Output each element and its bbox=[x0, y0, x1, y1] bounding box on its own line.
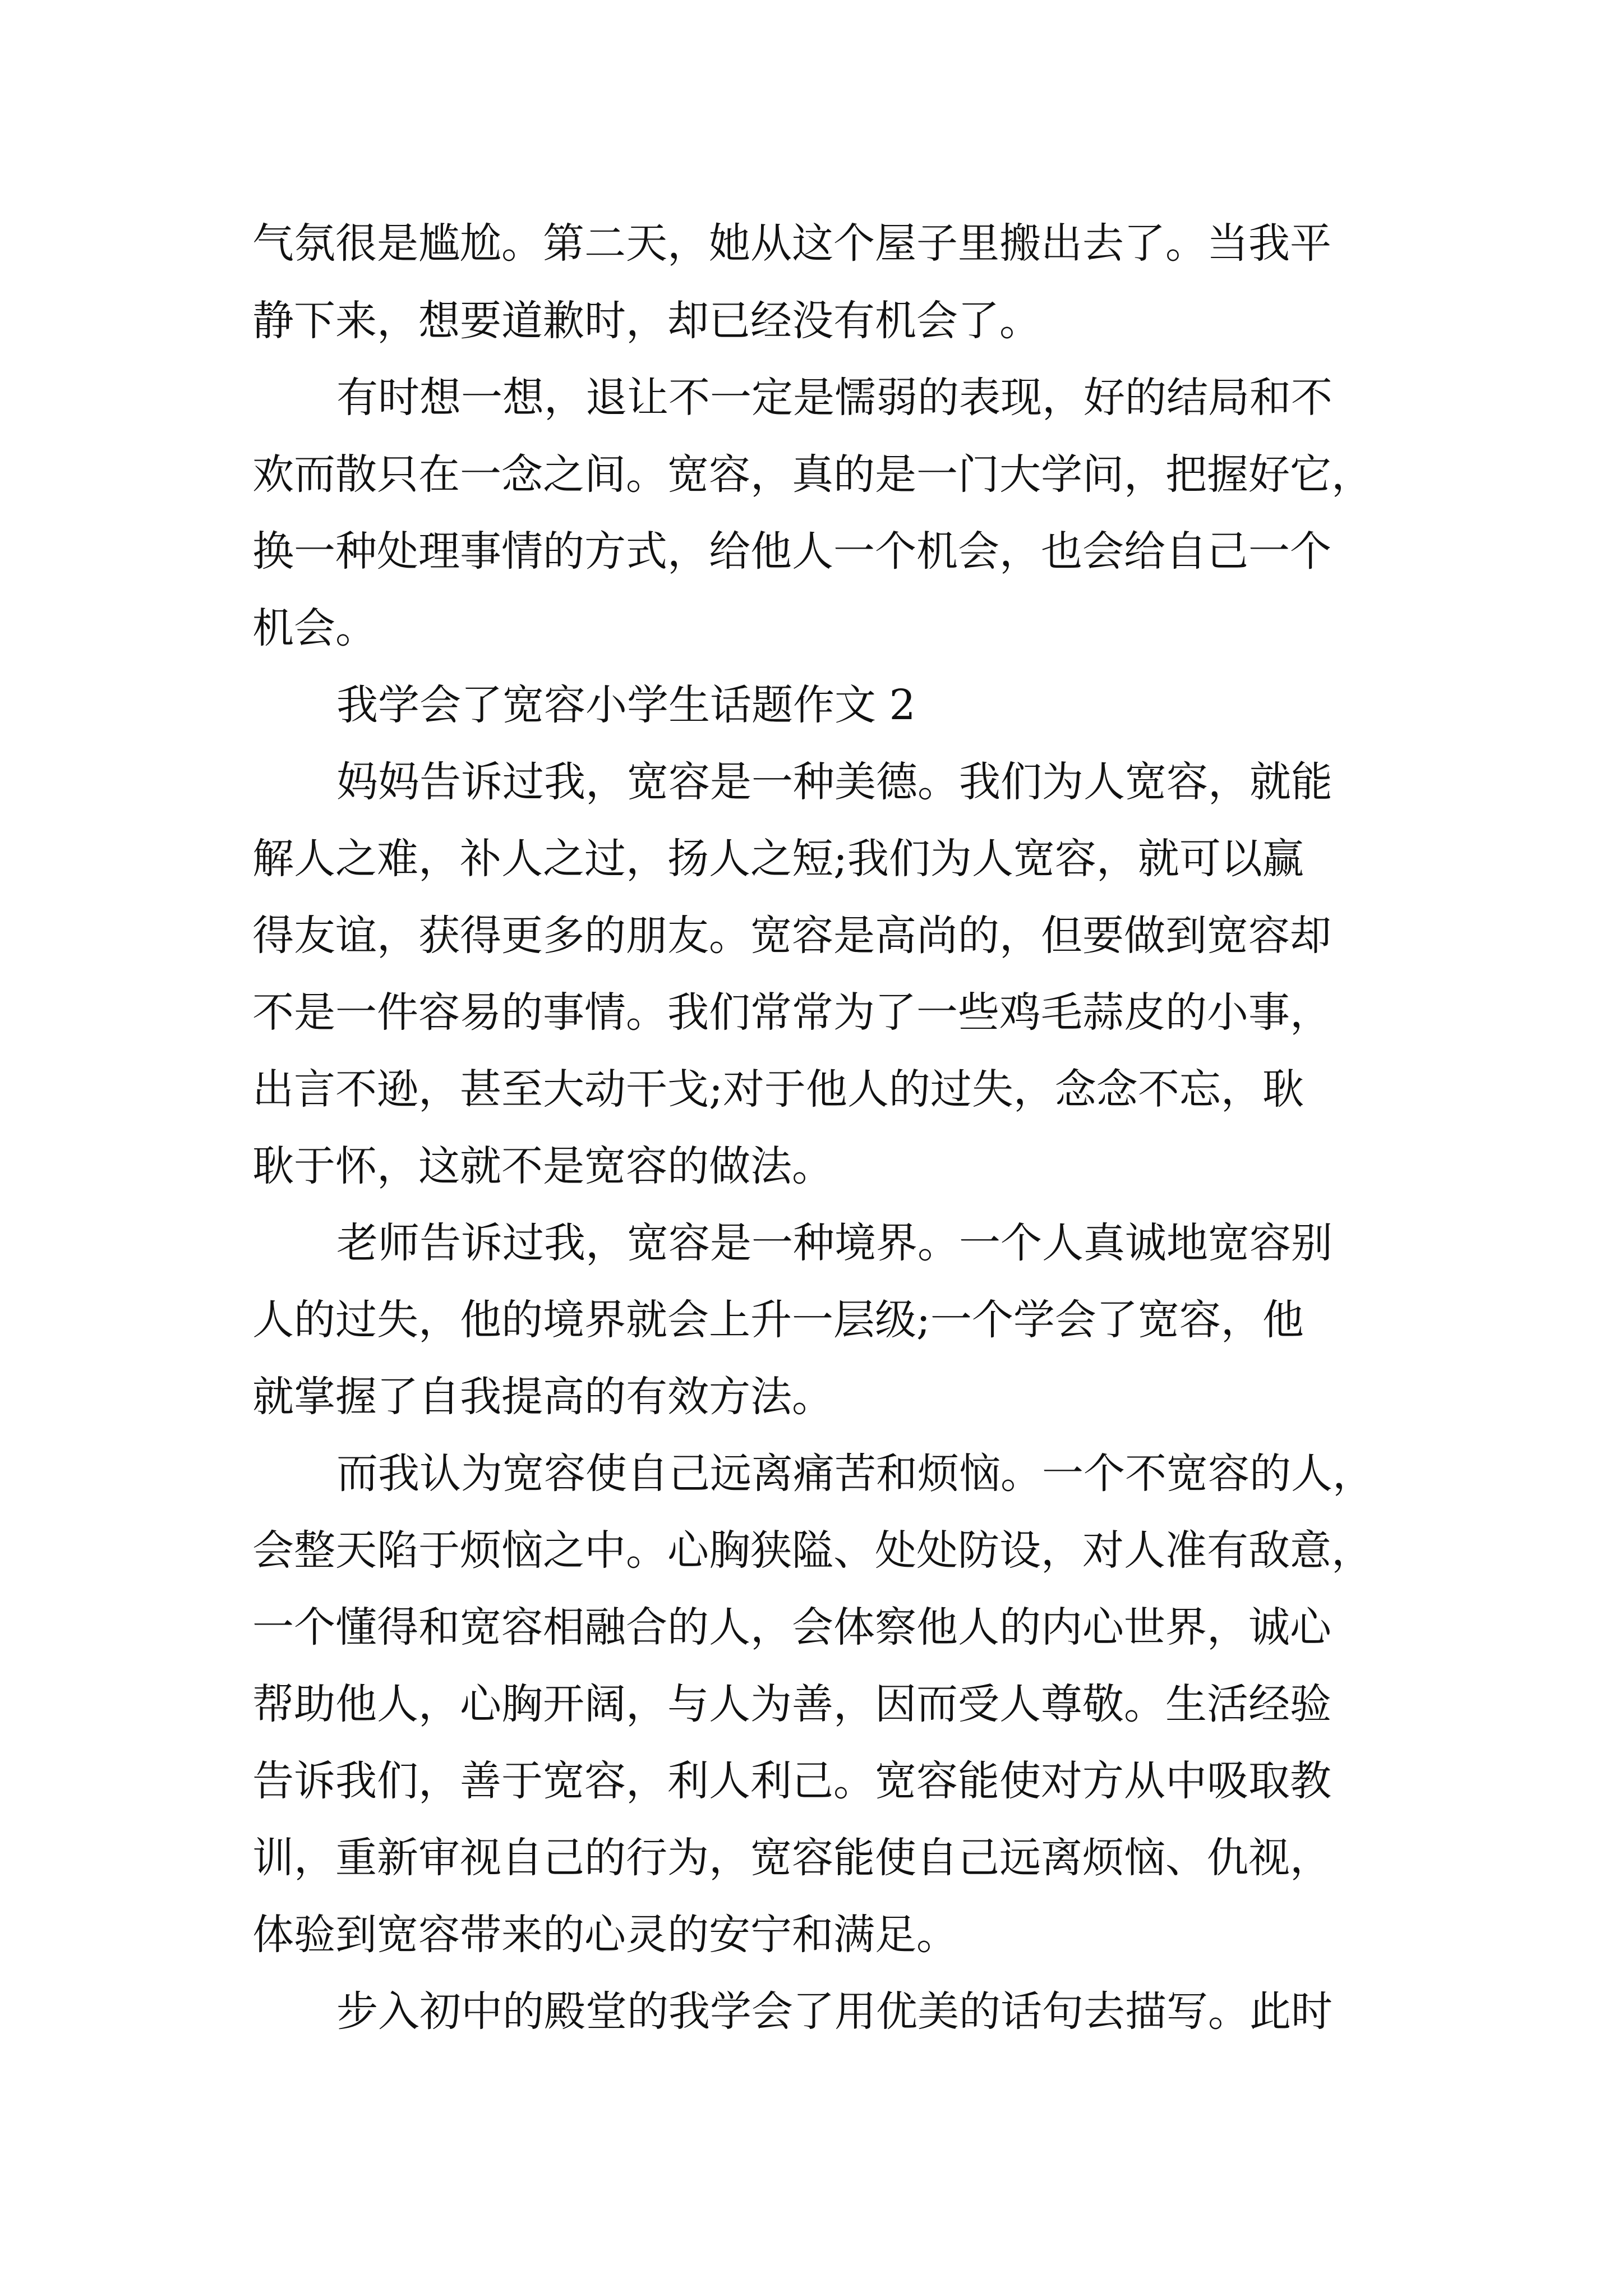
section-heading: 我学会了宽容小学生话题作文 2 bbox=[336, 681, 916, 729]
text-line: 会整天陷于烦恼之中。心胸狭隘、处处防设，对人准有敌意， bbox=[252, 1526, 1373, 1575]
text-line: 不是一件容易的事情。我们常常为了一些鸡毛蒜皮的小事， bbox=[252, 988, 1331, 1037]
text-line: 静下来，想要道歉时，却已经没有机会了。 bbox=[252, 297, 1041, 345]
text-line: 就掌握了自我提高的有效方法。 bbox=[252, 1373, 833, 1421]
text-line: 出言不逊，甚至大动干戈;对于他人的过失，念念不忘，耿 bbox=[252, 1065, 1304, 1114]
paragraph-first-line: 步入初中的殿堂的我学会了用优美的话句去描写。此时 bbox=[336, 1987, 1332, 2036]
text-line: 欢而散只在一念之间。宽容，真的是一门大学问，把握好它， bbox=[252, 450, 1373, 499]
text-line: 帮助他人，心胸开阔，与人为善，因而受人尊敬。生活经验 bbox=[252, 1680, 1331, 1728]
text-line: 体验到宽容带来的心灵的安宁和满足。 bbox=[252, 1911, 958, 1959]
paragraph-first-line: 老师告诉过我，宽容是一种境界。一个人真诚地宽容别 bbox=[336, 1219, 1332, 1267]
text-line: 人的过失，他的境界就会上升一层级;一个学会了宽容，他 bbox=[252, 1296, 1304, 1344]
text-line: 机会。 bbox=[252, 604, 377, 652]
text-line: 气氛很是尴尬。第二天，她从这个屋子里搬出去了。当我平 bbox=[252, 219, 1331, 268]
text-line: 耿于怀，这就不是宽容的做法。 bbox=[252, 1142, 833, 1190]
text-line: 得友谊，获得更多的朋友。宽容是高尚的，但要做到宽容却 bbox=[252, 912, 1331, 960]
paragraph-first-line: 而我认为宽容使自己远离痛苦和烦恼。一个不宽容的人， bbox=[336, 1450, 1374, 1498]
paragraph-first-line: 有时想一想，退让不一定是懦弱的表现，好的结局和不 bbox=[336, 374, 1332, 422]
paragraph-first-line: 妈妈告诉过我，宽容是一种美德。我们为人宽容，就能 bbox=[336, 758, 1332, 806]
text-line: 换一种处理事情的方式，给他人一个机会，也会给自己一个 bbox=[252, 527, 1331, 576]
text-line: 训，重新审视自己的行为，宽容能使自己远离烦恼、仇视， bbox=[252, 1834, 1331, 1882]
text-line: 解人之难，补人之过，扬人之短;我们为人宽容，就可以赢 bbox=[252, 835, 1304, 883]
text-line: 告诉我们，善于宽容，利人利己。宽容能使对方从中吸取教 bbox=[252, 1757, 1331, 1805]
text-line: 一个懂得和宽容相融合的人，会体察他人的内心世界，诚心 bbox=[252, 1603, 1331, 1651]
